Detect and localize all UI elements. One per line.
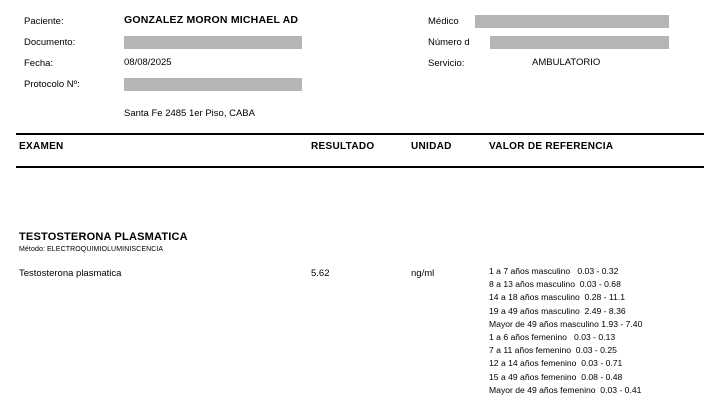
date-label: Fecha: (24, 58, 54, 69)
reference-line: 14 a 18 años masculino 0.28 - 11.1 (489, 292, 625, 303)
section-title: TESTOSTERONA PLASMATICA (19, 231, 188, 243)
reference-line: 7 a 11 años femenino 0.03 - 0.25 (489, 345, 617, 356)
patient-label: Paciente: (24, 16, 64, 27)
analyte-result: 5.62 (311, 268, 330, 279)
column-header-resultado: RESULTADO (311, 141, 375, 152)
analyte-name: Testosterona plasmatica (19, 268, 122, 279)
document-label: Documento: (24, 37, 76, 48)
protocol-label: Protocolo Nº: (24, 79, 80, 90)
column-header-unidad: UNIDAD (411, 141, 452, 152)
reference-line: Mayor de 49 años femenino 0.03 - 0.41 (489, 384, 642, 395)
table-bottom-rule (16, 166, 704, 168)
section-method: Método: ELECTROQUIMIOLUMINISCENCIA (19, 246, 164, 253)
number-redaction (490, 36, 669, 49)
reference-line: 1 a 6 años femenino 0.03 - 0.13 (489, 332, 616, 343)
reference-line: 8 a 13 años masculino 0.03 - 0.68 (489, 279, 621, 290)
protocol-redaction (124, 78, 302, 91)
date-value: 08/08/2025 (124, 57, 172, 68)
reference-line: 12 a 14 años femenino 0.03 - 0.71 (489, 358, 623, 369)
reference-line: Mayor de 49 años masculino 1.93 - 7.40 (489, 318, 643, 329)
table-top-rule (16, 133, 704, 135)
service-value: AMBULATORIO (532, 57, 601, 68)
address-value: Santa Fe 2485 1er Piso, CABA (124, 108, 255, 119)
table-column-headers (0, 141, 720, 159)
doctor-redaction (475, 15, 669, 28)
column-header-valor-referencia: VALOR DE REFERENCIA (489, 141, 614, 152)
reference-line: 1 a 7 años masculino 0.03 - 0.32 (489, 266, 619, 276)
report-header (0, 14, 720, 124)
doctor-label: Médico (428, 16, 459, 27)
service-label: Servicio: (428, 58, 465, 69)
number-label: Número d (428, 37, 470, 48)
reference-line: 15 a 49 años femenino 0.08 - 0.48 (489, 371, 623, 382)
patient-name: GONZALEZ MORON MICHAEL AD (124, 14, 299, 26)
analyte-unit: ng/ml (411, 268, 435, 279)
reference-line: 19 a 49 años masculino 2.49 - 8.36 (489, 305, 626, 316)
column-header-examen: EXAMEN (19, 141, 64, 152)
reference-values-list (489, 265, 714, 397)
document-redaction (124, 36, 302, 49)
